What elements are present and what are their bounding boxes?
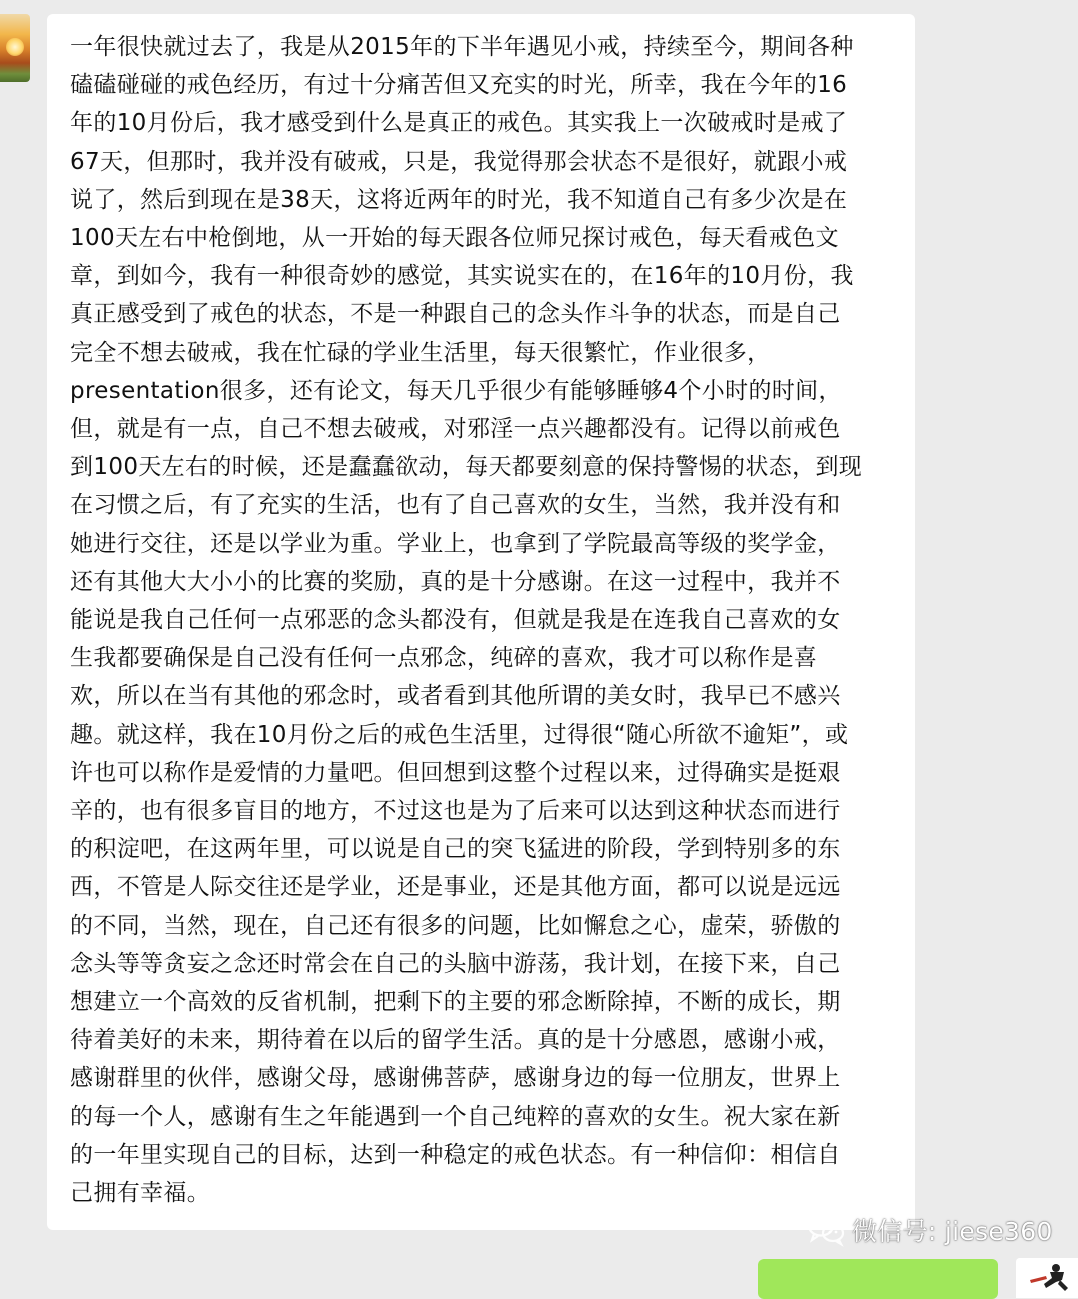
watermark-text: 微信号: jiese360	[852, 1217, 1053, 1246]
avatar-sun-image	[6, 38, 24, 56]
outgoing-message-bubble[interactable]	[758, 1259, 998, 1299]
self-avatar-image	[1016, 1258, 1078, 1298]
incoming-message-bubble[interactable]	[47, 14, 915, 1230]
wechat-icon	[806, 1213, 846, 1247]
watermark	[806, 1208, 1053, 1252]
sender-avatar[interactable]	[0, 14, 30, 82]
self-avatar[interactable]	[1016, 1258, 1078, 1298]
message-text: 一年很快就过去了，我是从2015年的下半年遇见小戒，持续至今，期间各种 磕磕碰碰的戒色经历，有过十分痛苦但又充实的时光，所幸，我在今年的16 年的10月份后，我才感受到什么是真正的戒色。其实我上一次破戒时是戒了 67天，但那时，我并没有破戒，只是，我觉得那会状态不是很好，就跟小戒 说了，然后到现在是38天，这将近两年的时光，我不知道自己有多少次是在 100天左右中枪倒地，从一开始的每天跟各位师兄探讨戒色，每天看戒色文 章，到如今，我有一种很奇妙的感觉，其实说实在的，在16年的10月份，我 真正感受到了戒色的状态，不是一种跟自己的念头作斗争的状态，而是自己 完全不想去破戒，我在忙碌的学业生活里，每天很繁忙，作业很多， presentation很多，还有论文，每天几乎很少有能够睡够4个小时的时间， 但，就是有一点，自己不想去破戒，对邪淫一点兴趣都没有。记得以前戒色 到100天左右的时候，还是蠢蠢欲动，每天都要刻意的保持警惕的状态，到现 在习惯之后，有了充实的生活，也有了自己喜欢的女生，当然，我并没有和 她进行交往，还是以学业为重。学业上，也拿到了学院最高等级的奖学金， 还有其他大大小小的比赛的奖励，真的是十分感谢。在这一过程中，我并不 能说是我自己任何一点邪恶的念头都没有，但就是我是在连我自己喜欢的女 生我都要确保是自己没有任何一点邪念，纯碎的喜欢，我才可以称作是喜 欢，所以在当有其他的邪念时，或者看到其他所谓的美女时，我早已不感兴 趣。就这样，我在10月份之后的戒色生活里，过得很“随心所欲不逾矩”，或 许也可以称作是爱情的力量吧。但回想到这整个过程以来，过得确实是挺艰 辛的，也有很多盲目的地方，不过这也是为了后来可以达到这种状态而进行 的积淀吧，在这两年里，可以说是自己的突飞猛进的阶段，学到特别多的东 西，不管是人际交往还是学业，还是事业，还是其他方面，都可以说是远远 的不同，当然，现在，自己还有很多的问题，比如懈怠之心，虚荣，骄傲的 念头等等贪妄之念还时常会在自己的头脑中游荡，我计划，在接下来，自己 想建立一个高效的反省机制，把剩下的主要的邪念断除掉，不断的成长，期 待着美好的未来，期待着在以后的留学生活。真的是十分感恩，感谢小戒， 感谢群里的伙伴，感谢父母，感谢佛菩萨，感谢身边的每一位朋友，世界上 的每一个人，感谢有生之年能遇到一个自己纯粹的喜欢的女生。祝大家在新 的一年里实现自己的目标，达到一种稳定的戒色状态。有一种信仰：相信自 己拥有幸福。	[70, 34, 863, 1207]
